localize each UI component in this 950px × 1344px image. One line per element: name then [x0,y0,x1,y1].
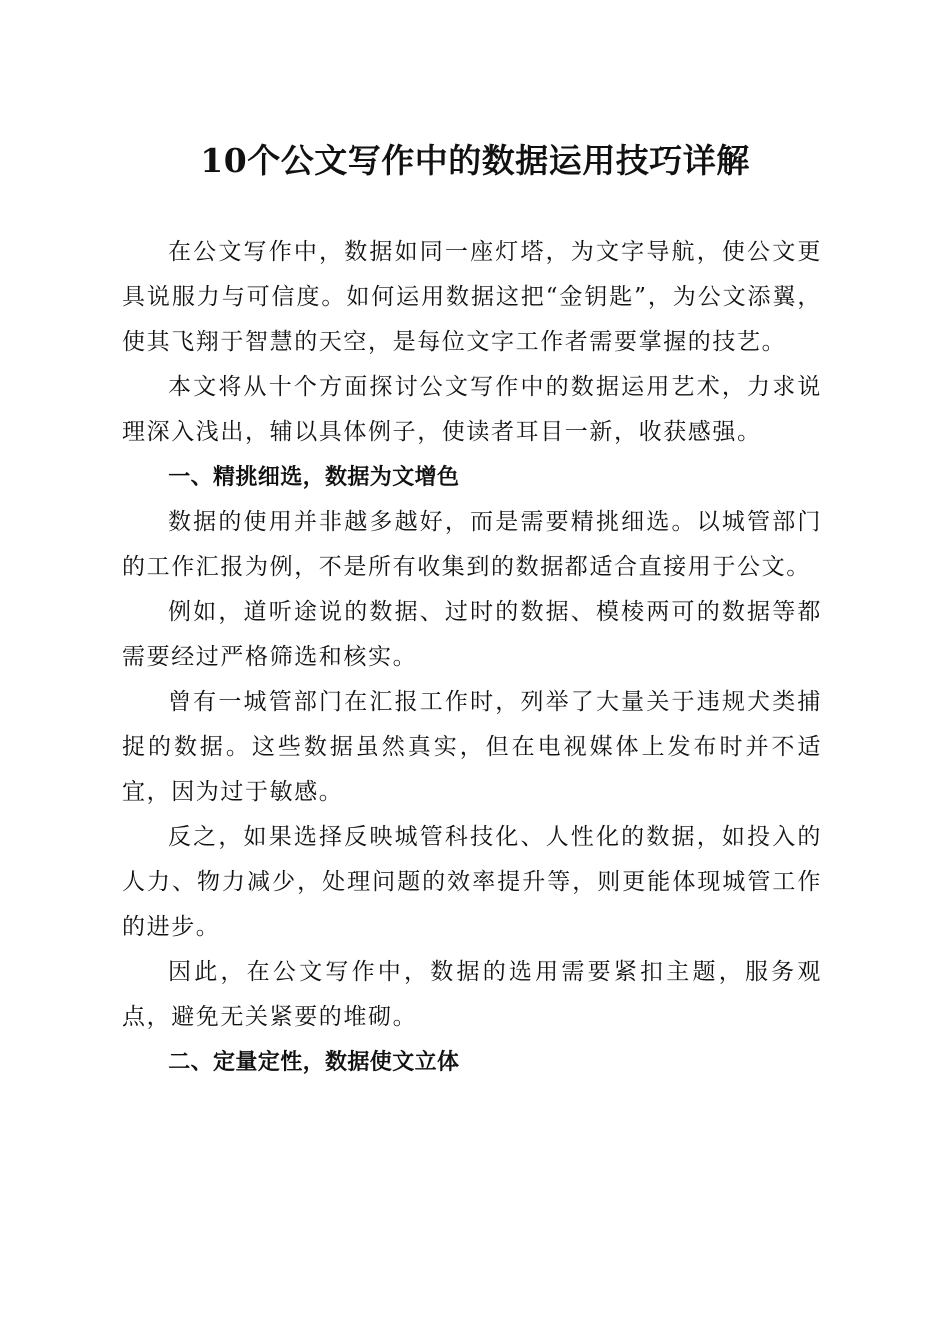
document-body [122,230,822,1085]
paragraph-selection: 数据的使用并非越多越好，而是需要精挑细选。以城管部门的工作汇报为例，不是所有收集到的数据都适合直接用于公文。 [122,509,822,580]
paragraph-intro: 在公文写作中，数据如同一座灯塔，为文字导航，使公文更具说服力与可信度。如何运用数据这把“金钥匙”，为公文添翼，使其飞翔于智慧的天空，是每位文字工作者需要掌握的技艺。 [122,239,822,355]
paragraph-overview: 本文将从十个方面探讨公文写作中的数据运用艺术，力求说理深入浅出，辅以具体例子，使读者耳目一新，收获感强。 [122,374,822,445]
paragraph-conclusion: 因此，在公文写作中，数据的选用需要紧扣主题，服务观点，避免无关紧要的堆砌。 [122,959,822,1030]
section-heading-1: 一、精挑细选，数据为文增色 [168,465,460,490]
paragraph-case: 曾有一城管部门在汇报工作时，列举了大量关于违规犬类捕捉的数据。这些数据虽然真实，但在电视媒体上发布时并不适宜，因为过于敏感。 [122,689,822,805]
document-title: 10个公文写作中的数据运用技巧详解 [200,141,750,180]
paragraph-example: 例如，道听途说的数据、过时的数据、模棱两可的数据等都需要经过严格筛选和核实。 [122,599,822,670]
section-heading-2: 二、定量定性，数据使文立体 [168,1050,460,1075]
paragraph-contrast: 反之，如果选择反映城管科技化、人性化的数据，如投入的人力、物力减少，处理问题的效率提升等，则更能体现城管工作的进步。 [122,824,822,940]
